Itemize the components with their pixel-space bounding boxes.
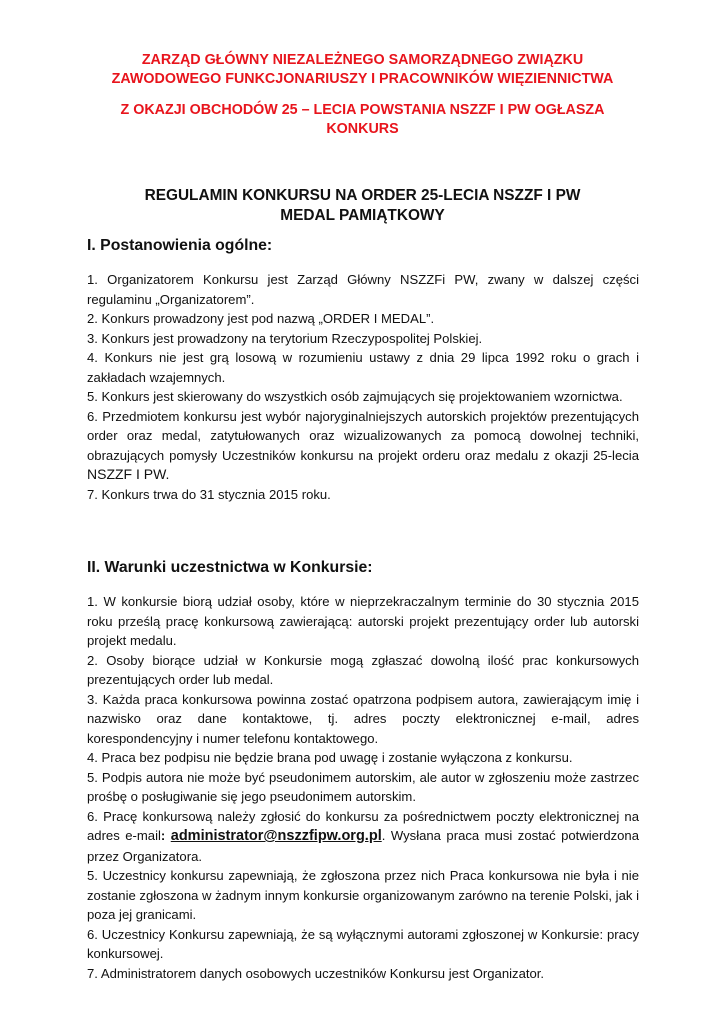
list-item: 7. Konkurs trwa do 31 stycznia 2015 roku. [87,486,331,502]
list-item: 5. Uczestnicy konkursu zapewniają, że zgłoszona przez nich Praca konkursowa nie była i nie zostanie zgłoszona w żadnym innym konkursie organizowanym zarówno na terenie Polski, jak i poza jej granicami. [87,868,639,922]
regulations-title [60,186,665,226]
list-item: 1. Organizatorem Konkursu jest Zarząd Główny NSZZFi PW, zwany w dalszej części regulaminu „Organizatorem”. [87,272,639,307]
title-line-2: MEDAL PAMIĄTKOWY [280,207,445,224]
list-item: 5. Konkurs jest skierowany do wszystkich osób zajmujących się projektowaniem wzornictwa. [87,389,623,404]
list-item: 7. Administratorem danych osobowych uczestników Konkursu jest Organizator. [87,965,545,981]
list-item: 6. Uczestnicy Konkursu zapewniają, że są wyłącznymi autorami zgłoszonej w Konkursie: pracy konkursowej. [87,926,639,961]
colon: : [160,828,166,843]
item-text: 6. Przedmiotem konkursu jest wybór najoryginalniejszych autorskich projektów prezentujących order oraz medal, zatytułowanych oraz wizualizowanych za pomocą dowolnej techniki, obrazujących pomysły Uczestników konkursu na projekt orderu oraz medalu z okazji 25-lecia [87,408,639,463]
header-line-3: Z OKAZJI OBCHODÓW 25 – LECIA POWSTANIA NSZZF I PW OGŁASZA [120,102,605,118]
union-name-heading [60,51,665,89]
title-line-1: REGULAMIN KONKURSU NA ORDER 25-LECIA NSZZF I PW [144,187,581,204]
section-1-heading: I. Postanowienia ogólne: [87,237,273,254]
list-item: 4. Praca bez podpisu nie będzie brana pod uwagę i zostanie wyłączona z konkursu. [87,750,573,765]
list-item: 4. Konkurs nie jest grą losową w rozumieniu ustawy z dnia 29 lipca 1992 roku o grach i zakładach wzajemnych. [87,350,639,385]
list-item: 1. W konkursie biorą udział osoby, które w nieprzekraczalnym terminie do 30 stycznia 2015 roku prześlą pracę konkursową zawierającą: autorski projekt prezentujący order lub autorski projekt medalu. [87,594,639,648]
organization-abbreviation: NSZZF I PW. [87,466,170,482]
list-item: 5. Podpis autora nie może być pseudonimem autorskim, ale autor w zgłoszeniu może zastrzec prośbę o posługiwanie się jego pseudonimem autorskim. [87,769,639,804]
section-2-heading: II. Warunki uczestnictwa w Konkursie: [87,559,373,576]
item-text: . Wysłana praca musi zostać potwierdzona przez Organizatora. [87,828,639,864]
section-2-body [87,592,639,983]
header-line-1: ZARZĄD GŁÓWNY NIEZALEŻNEGO SAMORZĄDNEGO ZWIĄZKU [141,52,584,68]
list-item: 3. Konkurs jest prowadzony na terytorium Rzeczypospolitej Polskiej. [87,330,483,346]
section-1-body [87,270,639,504]
header-line-2: ZAWODOWEGO FUNKCJONARIUSZY I PRACOWNIKÓW WIĘZIENNICTWA [111,71,614,87]
list-item: 3. Każda praca konkursowa powinna zostać opatrzona podpisem autora, zawierającym imię i nazwisko oraz dane kontaktowe, tj. adres poczty elektronicznej e-mail, adres korespondencyjny i numer telefonu kontaktowego. [87,691,639,746]
announcement-heading [60,101,665,139]
header-line-4: KONKURS [326,121,399,137]
list-item [87,407,639,485]
list-item [87,807,639,867]
item-text: 6. Pracę konkursową należy zgłosić do konkursu za pośrednictwem poczty elektronicznej na adres e-mail [87,808,639,843]
email-link[interactable]: administrator@nszzfipw.org.pl [170,828,382,844]
list-item: 2. Konkurs prowadzony jest pod nazwą „ORDER I MEDAL”. [87,311,435,326]
list-item: 2. Osoby biorące udział w Konkursie mogą zgłaszać dowolną ilość prac konkursowych prezentujących order lub medal. [87,652,639,687]
